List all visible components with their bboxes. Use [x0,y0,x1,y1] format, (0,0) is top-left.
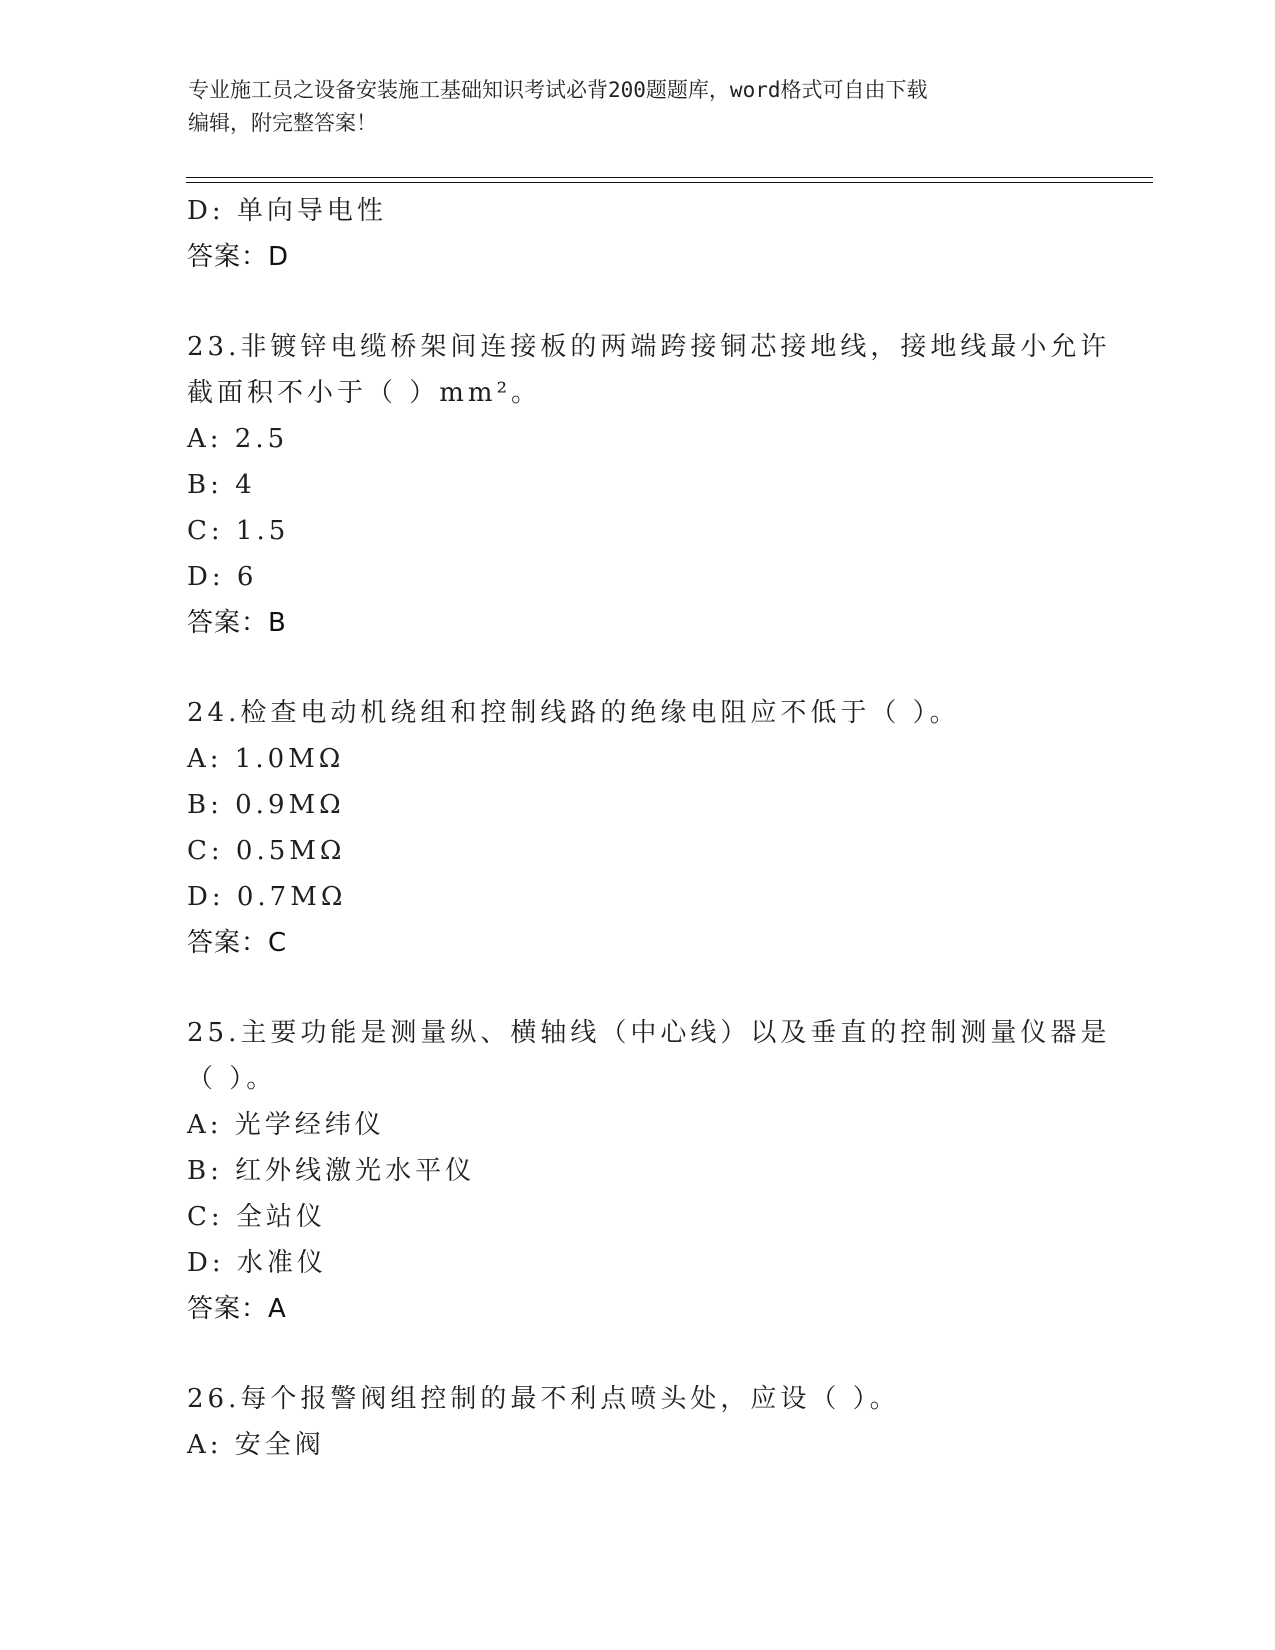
option-a: A: 2.5 [187,424,289,454]
option-b: B: 4 [187,470,256,500]
question-25 [187,1010,1111,1332]
question-stem: （ ）。 [187,1064,277,1094]
header-divider-bottom [186,182,1153,183]
option-d: D: 0.7MΩ [187,882,347,912]
answer: 答案：B [187,608,287,638]
question-list [187,188,1111,1468]
question-24 [187,690,1087,966]
option-d: D: 单向导电性 [187,196,387,226]
option-b: B: 0.9MΩ [187,790,345,820]
option-b: B: 红外线激光水平仪 [187,1156,476,1186]
document-header [188,74,1088,140]
option-a: A: 光学经纬仪 [187,1110,385,1140]
question-stem: 23.非镀锌电缆桥架间连接板的两端跨接铜芯接地线，接地线最小允许 [187,332,1111,362]
header-line-2: 编辑，附完整答案！ [188,111,377,135]
previous-question-tail [187,188,1087,280]
option-a: A: 安全阀 [187,1430,325,1460]
answer: 答案：C [187,928,288,958]
question-stem: 24.检查电动机绕组和控制线路的绝缘电阻应不低于（ ）。 [187,698,960,728]
answer: 答案：A [187,1294,287,1324]
question-stem: 25.主要功能是测量纵、横轴线（中心线）以及垂直的控制测量仪器是 [187,1018,1111,1048]
question-stem: 截面积不小于（ ）mm²。 [187,378,541,408]
option-c: C: 1.5 [187,516,290,546]
option-d: D: 6 [187,562,258,592]
answer: 答案：D [187,242,290,272]
option-a: A: 1.0MΩ [187,744,345,774]
header-divider-top [186,177,1153,178]
option-c: C: 0.5MΩ [187,836,346,866]
question-26 [187,1376,1087,1468]
question-stem: 26.每个报警阀组控制的最不利点喷头处，应设（ ）。 [187,1384,900,1414]
option-d: D: 水准仪 [187,1248,327,1278]
question-23 [187,324,1111,646]
header-line-1: 专业施工员之设备安装施工基础知识考试必背200题题库，word格式可自由下载 [188,78,928,102]
option-c: C: 全站仪 [187,1202,326,1232]
